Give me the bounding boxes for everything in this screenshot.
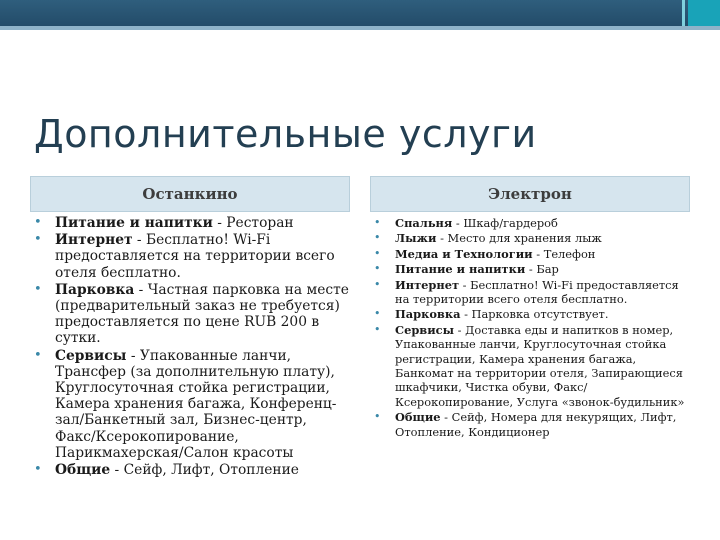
bullet-icon: • [374,307,381,321]
bullet-icon: • [374,246,381,260]
ostankino-services-list [30,215,350,479]
item-text: - Бар [525,262,559,277]
item-text: - Сейф, Лифт, Отопление [110,462,299,479]
item-text: - Сейф, Номера для некурящих, Лифт, Отопление, Кондиционер [395,410,677,439]
bullet-icon: • [374,216,381,229]
item-text: - Частная парковка на месте (предварительный заказ не требуется) предоставляется по цене RUB 200 в сутки. [55,281,349,347]
item-text: - Бесплатно! Wi-Fi предоставляется на территории всего отеля бесплатно. [55,232,335,281]
list-item [370,278,692,307]
item-text: - Бесплатно! Wi-Fi предоставляется на территории всего отеля бесплатно. [395,277,679,307]
item-label: Сервисы [395,322,454,337]
bullet-icon: • [34,347,42,363]
bullet-icon: • [34,462,42,478]
item-text: - Доставка еды и напитков в номер, Упакованные ланчи, Круглосуточная стойка регистрации, Камера хранения багажа, Банкомат на территории отеля, Запирающиеся шкафчики, Чистка обуви, Факс/Ксерокопирование, Услуга «звонок-будильник» [395,322,685,409]
item-label: Интернет [395,277,460,292]
item-label: Парковка [395,307,461,322]
list-item [30,462,350,478]
slide-top-strip [0,26,720,30]
corner-accent-line [682,0,685,26]
item-label: Общие [55,462,111,479]
list-item [370,262,692,276]
item-text: - Парковка отсутствует. [460,307,609,322]
list-item [370,216,692,230]
list-item [370,307,692,321]
list-item [370,323,692,409]
item-label: Спальня [395,216,453,230]
corner-accent-block [688,0,720,26]
item-label: Парковка [55,281,135,298]
item-label: Медиа и Технологии [395,246,533,261]
column-header-elektron: Электрон [370,176,690,212]
item-text: - Место для хранения лыж [436,231,602,246]
bullet-icon: • [374,322,381,336]
list-item [370,410,692,439]
item-label: Сервисы [55,347,127,364]
list-item [370,231,692,245]
slide-top-bar [0,0,720,26]
column-header-ostankino: Останкино [30,176,350,212]
elektron-services-list [370,216,692,440]
list-item [30,215,350,231]
bullet-icon: • [374,410,381,424]
item-label: Питание и напитки [55,215,213,231]
item-text: - Ресторан [212,215,294,231]
bullet-icon: • [374,262,381,276]
bullet-icon: • [34,232,42,248]
bullet-icon: • [374,231,381,245]
item-text: - Упакованные ланчи, Трансфер (за дополнительную плату), Круглосуточная стойка регистрации, Камера хранения багажа, Конференц-зал/Банкетный зал, Бизнес-центр, Факс/Ксерокопирование, Парикмахерская/Салон красоты [55,347,337,461]
bullet-icon: • [34,281,42,297]
list-item [30,232,350,281]
list-item [30,282,350,347]
item-label: Интернет [55,232,133,249]
bullet-icon: • [34,215,42,230]
list-item [30,348,350,461]
item-text: - Телефон [532,246,596,261]
item-label: Общие [395,410,441,425]
slide-title: Дополнительные услуги [34,112,537,156]
item-text: - Шкаф/гардероб [452,216,558,230]
list-item [370,247,692,261]
item-label: Лыжи [395,231,437,246]
bullet-icon: • [374,277,381,291]
item-label: Питание и напитки [395,262,526,277]
